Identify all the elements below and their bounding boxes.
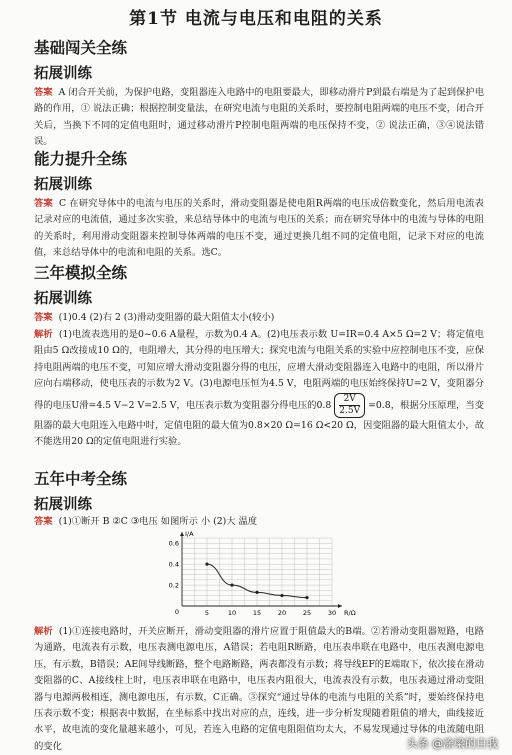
data-point (255, 591, 258, 594)
x-tick-label: 15 (252, 609, 262, 617)
x-tick-label: 10 (227, 609, 237, 617)
subheading-extension: 拓展训练 (34, 177, 92, 193)
subheading-extension: 拓展训练 (34, 66, 92, 82)
analysis-text: (1)①连接电路时，开关应断开，滑动变阻器的滑片应置于阻值最大的B端。②若滑动变阻器短路，电路为通路，电流表有示数，电压表测电源电压，A错误；若电阻R断路，电压表串联在电路中，电压表测电源电压，有示数，B错误；AE间导线断路，整个电路断路，两表都没有示数；将导线EF的E端取下，依次接在滑动变阻器的C、A接线柱上时，电压表串联在电路中，电压表内阻很大，电流表没有示数，电压表通过滑动变阻器与电源两极相连，测电源电压，有示数，C正确。③探究“通过导体的电流与电阻的关系”时，要始终保持电压表示数不变；根据表中数据，在坐标系中找出对应的点，连线，进一步分析发现随着阻值的增大，曲线接近水平，故电流的变化量越来越小，可见，若连入电路的定值电阻阻值均太大，不易发现通过导体的电流随电阻的变化 (34, 626, 484, 752)
analysis-label: 解析 (34, 329, 53, 340)
answer-block (34, 196, 484, 262)
origin-label: 0 (174, 608, 179, 616)
answer-block (34, 85, 484, 151)
fraction (334, 393, 365, 418)
y-tick-label: 0.4 (168, 560, 179, 569)
x-tick-label: 20 (277, 609, 287, 617)
section-heading-five-year: 五年中考全练 (34, 470, 128, 488)
answer-line (34, 310, 484, 326)
data-point (205, 563, 208, 566)
x-axis-label: R/Ω (344, 609, 356, 617)
analysis-text: (1)电流表选用的是0~0.6 A量程，示数为0.4 A。(2)电压表示数 U=IR=0.4 A×5 Ω=2 V；将定值电阻由5 Ω改接成10 Ω的，电阻增大，其分得的电压增大；探究电流与电阻关系的实验中应控制电压不变，应保持电阻两端的电压不变，可知应增大滑动变阻器分得的电压，应增大滑动变阻器连入电路中的电阻，所以滑片应向右端移动，使电压表的示数为2 V。(3)电源电压恒为4.5 V，电阻两端的电压始终保持U=2 V，变阻器分得的电压U滑=4.5 V−2 V=2.5 V，电压表示数为变阻器分得电压的0.8 (34, 329, 484, 411)
y-axis-arrow (180, 532, 184, 536)
answer-text: C 在研究导体中的电流与电压的关系时，滑动变阻器是使电阻R两端的电压成倍数变化，然后用电流表记录对应的电流值，通过多次实验，来总结导体中的电流与电压的关系；而在研究导体中的电流与导体的电阻的关系时，利用滑动变阻器来控制导体两端的电压不变，通过更换几组不同的定值电阻，记录下对应的电流值，来总结导体中的电流和电阻的关系。选C。 (34, 198, 484, 259)
x-tick-label: 30 (327, 609, 337, 617)
section-heading-basic: 基础闯关全练 (34, 39, 128, 57)
answer-label: 答案 (34, 516, 53, 527)
y-tick-label: 0.2 (168, 581, 179, 590)
x-tick-label: 25 (302, 609, 312, 617)
answer-label: 答案 (34, 198, 53, 209)
answer-label: 答案 (34, 312, 53, 323)
page-title: 第1节 电流与电压和电阻的关系 (129, 9, 383, 29)
answer-text: (1)0.4 (2)右 2 (3)滑动变阻器的最大阻值太小(较小) (58, 312, 275, 323)
section-heading-three-year: 三年模拟全练 (34, 264, 128, 282)
data-point (280, 594, 283, 597)
answer-text: A 闭合开关前，为保护电路，变阻器连入电路中的电阻要最大，即移动滑片P到最右端是为了起到保护电路的作用，① 说法正确；根据控制变量法，在研究电流与电阻的关系时，要控制电阻两端的电压不变，闭合开关后，当换下不同的定值电阻时，通过移动滑片P控制电阻两端的电压保持不变，② 说法正确，③④说法错误。 (34, 87, 484, 148)
subheading-extension: 拓展训练 (34, 291, 92, 307)
fraction-result: =0.8 (368, 399, 391, 411)
analysis-text-continued: ，根据分压原理，当变阻器的最大电阻连入电路中时，定值电阻的最大值为0.8×20 Ω=16 Ω<20 Ω，因变阻器的最大阻值太小，故不能选用20 Ω的定值电阻进行实验。 (34, 399, 484, 448)
y-axis-label: I/A (185, 530, 194, 538)
section-heading-ability: 能力提升全练 (34, 150, 128, 168)
fraction-numerator: 2V (339, 394, 360, 406)
analysis-block (34, 327, 484, 450)
answer-text: (1)①断开 B ②C ③电压 如图所示 小 (2)大 温度 (58, 516, 258, 527)
answer-label: 答案 (34, 87, 53, 98)
subheading-extension: 拓展训练 (34, 497, 92, 513)
data-point (305, 596, 308, 599)
x-tick-label: 5 (204, 609, 210, 617)
fraction-denominator: 2.5V (339, 405, 361, 416)
data-point (230, 583, 233, 586)
analysis-label: 解析 (34, 626, 53, 637)
current-resistance-chart (150, 528, 360, 620)
x-axis-arrow (338, 604, 342, 608)
watermark: 头条 @涂梁的自我 (406, 737, 498, 750)
y-tick-label: 0.6 (168, 539, 179, 548)
